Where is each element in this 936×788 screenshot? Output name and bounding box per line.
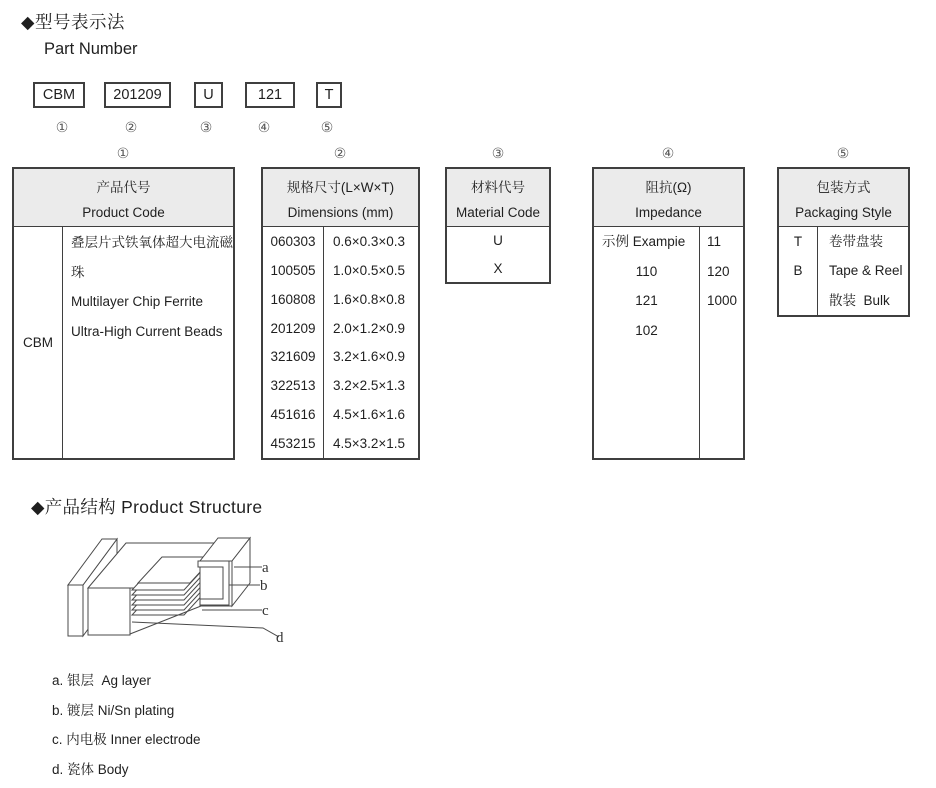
description-line: Ultra-High Current Beads	[71, 323, 223, 339]
legend-item-plating: b. 镀层 Ni/Sn plating	[52, 702, 175, 718]
legend-item-ag-layer: a. 银层 Ag layer	[52, 673, 152, 688]
part-number-section-title-zh: ◆型号表示法	[21, 12, 125, 32]
size-value-cell: 1.0×0.5×0.5	[333, 262, 406, 278]
circled-index-1: ①	[55, 120, 69, 136]
diagram-label-d: d	[276, 630, 284, 646]
table-index-5: ⑤	[836, 146, 850, 162]
material-code-cell: U	[493, 233, 503, 248]
header-zh: 规格尺寸(L×W×T)	[286, 179, 395, 195]
description-line: 珠	[71, 264, 85, 280]
size-code-cell: 321609	[263, 343, 324, 372]
legend-item-body: d. 瓷体 Body	[52, 761, 129, 777]
impedance-table-body	[594, 227, 743, 458]
product-code-cell: CBM	[14, 227, 63, 458]
size-value-cell: 2.0×1.2×0.9	[333, 320, 406, 336]
header-zh: 材料代号	[471, 179, 525, 195]
size-value-cell: 3.2×2.5×1.3	[333, 378, 406, 394]
impedance-code-cell: 102	[635, 322, 658, 338]
product-description-cell	[63, 227, 233, 458]
product-code-table	[12, 167, 235, 460]
impedance-value-cell: 120	[707, 263, 730, 279]
packaging-code-cell: B	[793, 263, 803, 279]
material-code-table	[445, 167, 551, 284]
header-en: Packaging Style	[795, 204, 892, 220]
table-index-1: ①	[116, 146, 130, 162]
impedance-table-header	[594, 169, 743, 227]
packaging-code-cell: T	[793, 234, 803, 249]
impedance-value-cell: 11	[707, 234, 722, 249]
dimensions-table-body	[263, 227, 418, 458]
product-code-table-body	[14, 227, 233, 458]
diagram-label-c: c	[262, 603, 269, 619]
impedance-value-column	[700, 227, 743, 458]
header-en: Product Code	[82, 204, 165, 220]
description-line: Multilayer Chip Ferrite	[71, 294, 204, 309]
legend-item-inner-electrode: c. 内电极 Inner electrode	[52, 732, 201, 748]
header-en: Dimensions (mm)	[287, 204, 394, 220]
impedance-value-cell: 1000	[707, 293, 738, 308]
size-code-cell: 453215	[263, 429, 324, 458]
part-code-box-material: U	[194, 82, 223, 108]
part-number-section-title-en: Part Number	[44, 40, 138, 58]
packaging-desc-cell: Tape & Reel	[829, 263, 903, 279]
impedance-code-cell: 110	[635, 263, 658, 279]
circled-index-3: ③	[199, 120, 213, 136]
part-code-box-size: 201209	[104, 82, 171, 108]
impedance-code-column	[594, 227, 700, 458]
packaging-desc-cell: 散装 Bulk	[829, 292, 890, 308]
product-structure-diagram	[50, 523, 310, 665]
size-code-cell: 322513	[263, 371, 324, 400]
size-value-cell: 4.5×3.2×1.5	[333, 436, 406, 452]
dimensions-table-header	[263, 169, 418, 227]
packaging-table-body	[779, 227, 908, 315]
table-index-2: ②	[333, 146, 347, 162]
circled-index-5: ⑤	[320, 120, 334, 136]
header-zh: 产品代号	[96, 179, 151, 195]
size-value-cell: 0.6×0.3×0.3	[333, 233, 406, 249]
size-value-cell: 4.5×1.6×1.6	[333, 407, 406, 423]
circled-index-2: ②	[124, 120, 138, 136]
header-en: Impedance	[635, 204, 702, 220]
impedance-table	[592, 167, 745, 460]
material-code-table-body	[447, 227, 549, 282]
size-code-cell: 160808	[263, 285, 324, 314]
packaging-table	[777, 167, 910, 317]
part-code-box-packaging: T	[316, 82, 342, 108]
header-zh: 包装方式	[816, 179, 871, 195]
material-code-cell: X	[493, 260, 503, 276]
size-value-cell: 1.6×0.8×0.8	[333, 291, 406, 307]
header-en: Material Code	[455, 204, 541, 220]
circled-index-4: ④	[257, 120, 271, 136]
header-zh: 阻抗(Ω)	[645, 179, 692, 195]
product-structure-section-title: ◆产品结构 Product Structure	[31, 497, 263, 517]
description-line: 叠层片式铁氧体超大电流磁	[71, 235, 233, 250]
dimensions-table	[261, 167, 420, 460]
material-code-table-header	[447, 169, 549, 227]
structure-legend	[52, 666, 201, 784]
table-index-3: ③	[491, 146, 505, 162]
impedance-example-label: 示例 Exampie	[602, 234, 686, 249]
impedance-code-cell: 121	[635, 293, 658, 308]
table-index-4: ④	[661, 146, 675, 162]
part-code-box-impedance: 121	[245, 82, 295, 108]
part-code-box-series: CBM	[33, 82, 85, 108]
packaging-table-header	[779, 169, 908, 227]
diagram-label-b: b	[260, 578, 268, 594]
diagram-label-a: a	[262, 560, 269, 576]
size-value-cell: 3.2×1.6×0.9	[333, 349, 406, 365]
packaging-desc-column	[818, 227, 908, 315]
size-code-cell: 060303	[263, 227, 324, 256]
size-code-cell: 451616	[263, 400, 324, 429]
size-code-cell: 201209	[263, 314, 324, 343]
packaging-code-column	[779, 227, 818, 315]
packaging-desc-cell: 卷带盘装	[829, 234, 883, 249]
product-code-table-header	[14, 169, 233, 227]
size-code-cell: 100505	[263, 256, 324, 285]
